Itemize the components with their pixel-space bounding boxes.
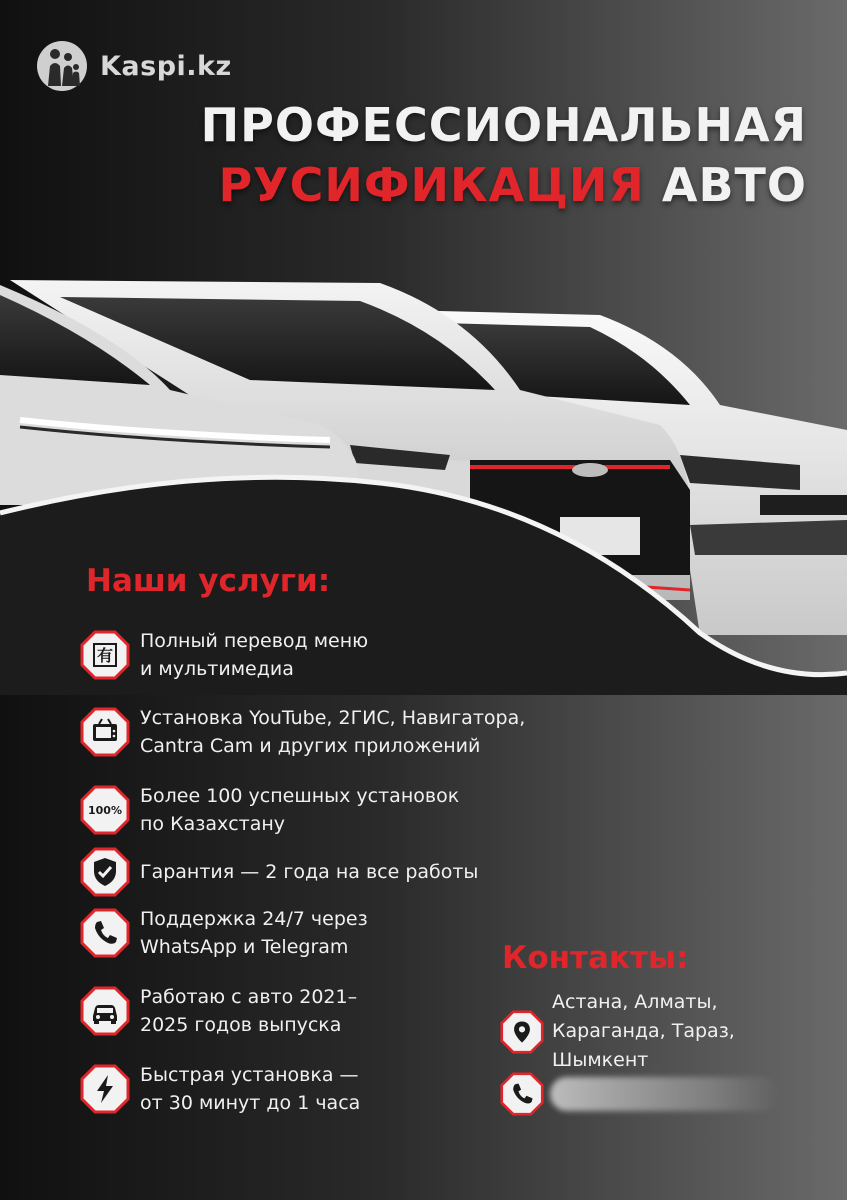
headline	[201, 98, 807, 212]
headline-line2	[201, 158, 807, 212]
contact-phone	[500, 1072, 780, 1116]
tv-icon	[80, 707, 130, 757]
service-item	[80, 847, 478, 897]
logo-text: Kaspi.kz	[100, 50, 232, 82]
service-line2: по Казахстану	[140, 813, 286, 835]
service-line1: Работаю с авто 2021–	[140, 986, 358, 1008]
percent-badge-icon	[80, 785, 130, 835]
phone-icon	[500, 1072, 544, 1116]
service-item	[80, 905, 368, 961]
service-item	[80, 983, 357, 1039]
headline-red-word: РУСИФИКАЦИЯ	[218, 158, 645, 212]
contact-cities-line1: Астана, Алматы,	[552, 991, 718, 1013]
service-line2: WhatsApp и Telegram	[140, 936, 349, 958]
service-line2: и мультимедиа	[140, 658, 294, 680]
car-icon	[80, 986, 130, 1036]
service-line1: Поддержка 24/7 через	[140, 908, 368, 930]
service-item	[80, 627, 368, 683]
service-item	[80, 782, 459, 838]
contact-cities-line3: Шымкент	[552, 1049, 649, 1071]
shield-check-icon	[80, 847, 130, 897]
services-title: Наши услуги:	[86, 563, 331, 599]
kaspi-logo	[36, 40, 232, 92]
service-line2: от 30 минут до 1 часа	[140, 1092, 361, 1114]
lightning-icon	[80, 1064, 130, 1114]
service-line2: 2025 годов выпуска	[140, 1014, 342, 1036]
contact-cities	[500, 988, 735, 1075]
svg-text:100%: 100%	[88, 804, 122, 817]
translate-icon	[80, 630, 130, 680]
family-people-icon	[36, 40, 88, 92]
headline-white-word: АВТО	[661, 158, 807, 212]
service-line2: Cantra Cam и других приложений	[140, 735, 481, 757]
phone-number-blurred	[550, 1077, 780, 1111]
service-line1: Установка YouTube, 2ГИС, Навигатора,	[140, 707, 526, 729]
phone-icon	[80, 908, 130, 958]
service-item	[80, 704, 525, 760]
service-line1: Более 100 успешных установок	[140, 785, 460, 807]
headline-line1: ПРОФЕССИОНАЛЬНАЯ	[200, 98, 807, 152]
service-line1: Быстрая установка —	[140, 1064, 359, 1086]
location-pin-icon	[500, 1010, 544, 1054]
service-item	[80, 1061, 360, 1117]
contacts-title: Контакты:	[502, 940, 689, 976]
service-line1: Гарантия — 2 года на все работы	[140, 861, 479, 883]
contact-cities-line2: Караганда, Тараз,	[552, 1020, 735, 1042]
service-line1: Полный перевод меню	[140, 630, 369, 652]
svg-text:有: 有	[96, 646, 114, 665]
